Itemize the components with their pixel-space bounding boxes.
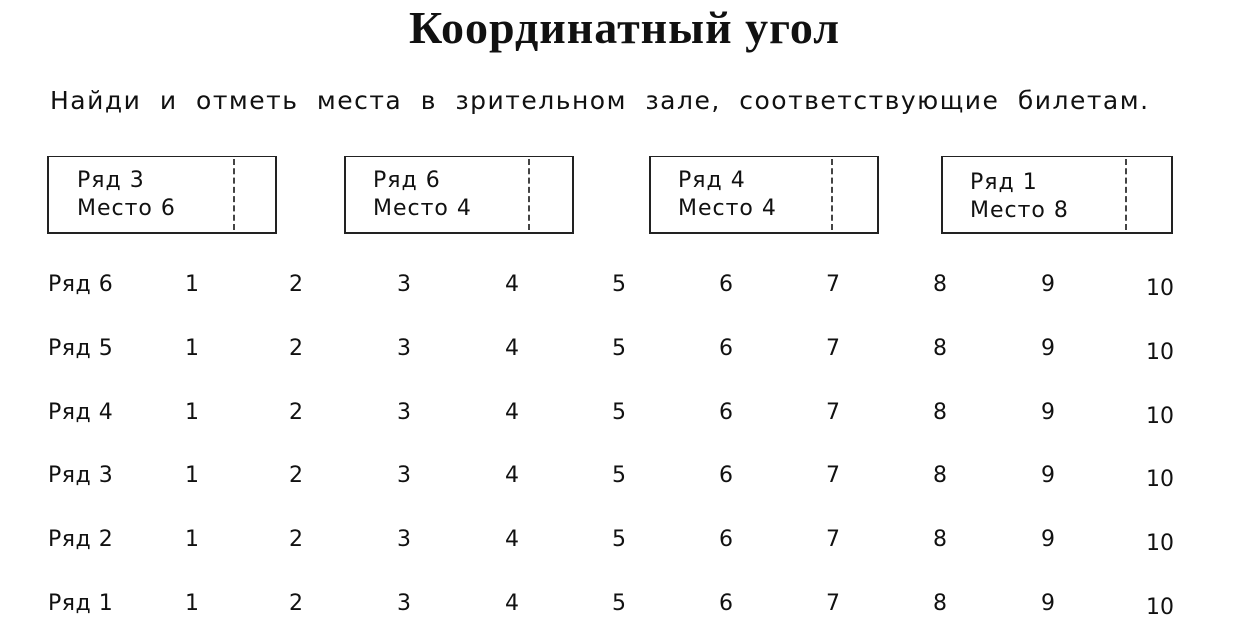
seat-number[interactable]: 2 [289, 400, 303, 425]
seat-number[interactable]: 3 [397, 336, 411, 361]
ticket-seat: Место 6 [77, 196, 176, 221]
ticket-1[interactable] [47, 156, 277, 234]
seat-number[interactable]: 3 [397, 591, 411, 616]
ticket-tear-line [831, 159, 833, 230]
hall-row [0, 336, 1249, 370]
ticket-tear-line [233, 159, 235, 230]
seat-number[interactable]: 2 [289, 591, 303, 616]
seat-number[interactable]: 5 [612, 463, 626, 488]
ticket-tear-line [528, 159, 530, 230]
ticket-row: Ряд 6 [373, 168, 441, 193]
seat-number[interactable]: 1 [185, 463, 199, 488]
seat-number[interactable]: 1 [185, 527, 199, 552]
seat-number[interactable]: 6 [719, 527, 733, 552]
seat-number[interactable]: 3 [397, 272, 411, 297]
ticket-seat: Место 4 [373, 196, 472, 221]
seat-number[interactable]: 9 [1041, 591, 1055, 616]
ticket-text [970, 169, 1069, 225]
seat-number[interactable]: 6 [719, 336, 733, 361]
seat-number[interactable]: 5 [612, 527, 626, 552]
seat-number[interactable]: 4 [505, 272, 519, 297]
seat-number[interactable]: 9 [1041, 463, 1055, 488]
ticket-4[interactable] [941, 156, 1173, 234]
seat-number[interactable]: 7 [826, 336, 840, 361]
seat-number[interactable]: 3 [397, 463, 411, 488]
ticket-row: Ряд 4 [678, 168, 746, 193]
ticket-seat: Место 4 [678, 196, 777, 221]
seat-number[interactable]: 5 [612, 591, 626, 616]
seat-number[interactable]: 1 [185, 272, 199, 297]
ticket-2[interactable] [344, 156, 574, 234]
seat-number[interactable]: 7 [826, 527, 840, 552]
ticket-row: Ряд 1 [970, 170, 1038, 195]
seat-number[interactable]: 10 [1146, 595, 1174, 620]
ticket-text [373, 167, 472, 223]
seat-number[interactable]: 1 [185, 591, 199, 616]
seat-number[interactable]: 6 [719, 272, 733, 297]
ticket-tear-line [1125, 159, 1127, 230]
seat-number[interactable]: 8 [933, 400, 947, 425]
seat-number[interactable]: 4 [505, 463, 519, 488]
hall-row [0, 400, 1249, 434]
seat-number[interactable]: 7 [826, 272, 840, 297]
seat-number[interactable]: 1 [185, 336, 199, 361]
seat-number[interactable]: 7 [826, 463, 840, 488]
seat-number[interactable]: 3 [397, 527, 411, 552]
hall-row [0, 591, 1249, 625]
instruction-text: Найди и отметь места в зрительном зале, соответствующие билетам. [50, 86, 1150, 115]
row-label: Ряд 5 [48, 336, 114, 361]
row-label: Ряд 2 [48, 527, 114, 552]
seat-number[interactable]: 2 [289, 463, 303, 488]
ticket-seat: Место 8 [970, 198, 1069, 223]
hall-row [0, 272, 1249, 306]
seat-number[interactable]: 10 [1146, 404, 1174, 429]
seat-number[interactable]: 1 [185, 400, 199, 425]
seat-number[interactable]: 10 [1146, 467, 1174, 492]
row-label: Ряд 1 [48, 591, 114, 616]
seat-number[interactable]: 2 [289, 336, 303, 361]
seat-number[interactable]: 7 [826, 591, 840, 616]
seat-number[interactable]: 8 [933, 527, 947, 552]
ticket-row: Ряд 3 [77, 168, 145, 193]
seat-number[interactable]: 7 [826, 400, 840, 425]
seat-number[interactable]: 6 [719, 463, 733, 488]
seat-number[interactable]: 10 [1146, 531, 1174, 556]
seat-number[interactable]: 2 [289, 272, 303, 297]
seat-number[interactable]: 5 [612, 272, 626, 297]
ticket-text [77, 167, 176, 223]
ticket-3[interactable] [649, 156, 879, 234]
seat-number[interactable]: 8 [933, 336, 947, 361]
seat-number[interactable]: 5 [612, 336, 626, 361]
ticket-text [678, 167, 777, 223]
hall-row [0, 463, 1249, 497]
page-title: Координатный угол [408, 2, 841, 53]
seat-number[interactable]: 9 [1041, 272, 1055, 297]
seat-number[interactable]: 6 [719, 591, 733, 616]
row-label: Ряд 6 [48, 272, 114, 297]
seat-number[interactable]: 4 [505, 527, 519, 552]
seat-number[interactable]: 4 [505, 400, 519, 425]
seat-number[interactable]: 9 [1041, 336, 1055, 361]
seat-number[interactable]: 8 [933, 272, 947, 297]
seat-number[interactable]: 9 [1041, 400, 1055, 425]
seat-number[interactable]: 5 [612, 400, 626, 425]
seat-number[interactable]: 2 [289, 527, 303, 552]
seat-number[interactable]: 10 [1146, 340, 1174, 365]
seat-number[interactable]: 9 [1041, 527, 1055, 552]
seat-number[interactable]: 4 [505, 336, 519, 361]
hall-row [0, 527, 1249, 561]
seat-number[interactable]: 6 [719, 400, 733, 425]
seat-number[interactable]: 8 [933, 591, 947, 616]
row-label: Ряд 4 [48, 400, 114, 425]
row-label: Ряд 3 [48, 463, 114, 488]
seat-number[interactable]: 4 [505, 591, 519, 616]
seat-number[interactable]: 8 [933, 463, 947, 488]
seat-number[interactable]: 10 [1146, 276, 1174, 301]
seat-number[interactable]: 3 [397, 400, 411, 425]
